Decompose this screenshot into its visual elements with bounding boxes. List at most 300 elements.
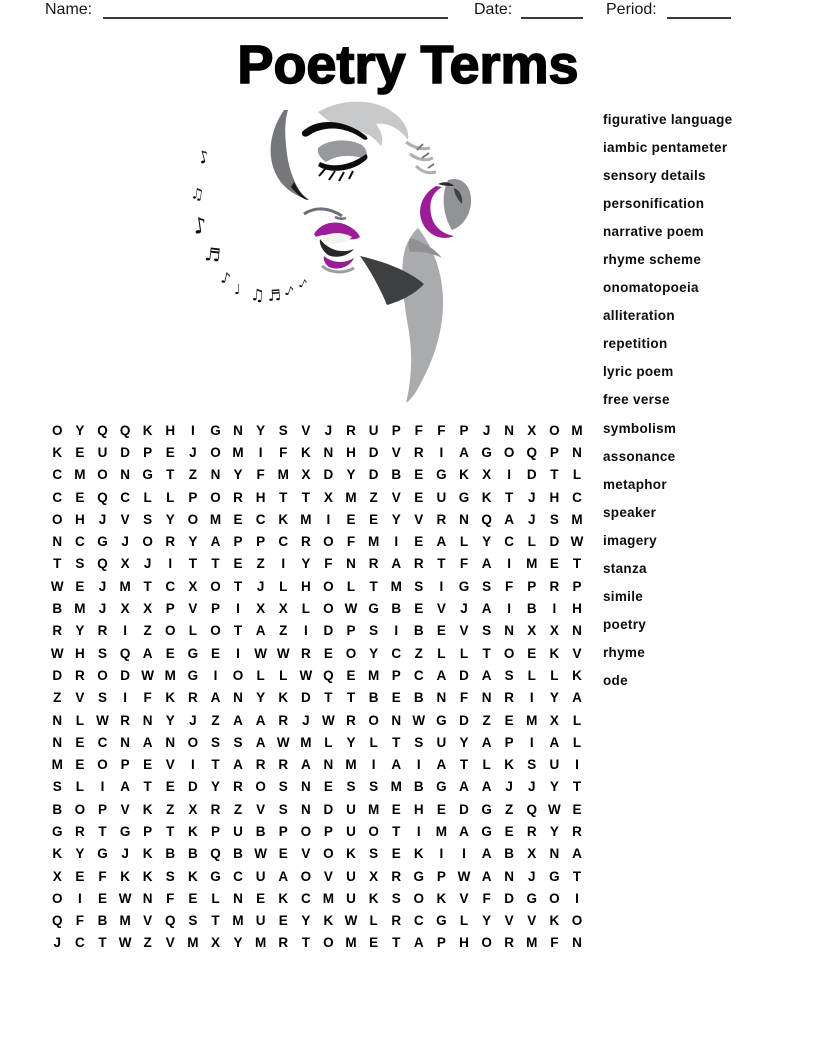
grid-letter: A [233, 712, 243, 728]
grid-letter: K [436, 890, 447, 906]
grid-letter: I [190, 422, 195, 438]
grid-letter: S [391, 890, 401, 906]
grid-letter: O [165, 623, 176, 639]
music-note-icon: ♩ [234, 282, 241, 298]
grid-letter: K [278, 690, 289, 706]
date-label: Date: [474, 1, 513, 18]
grid-letter: D [459, 801, 469, 817]
grid-letter: N [572, 935, 582, 951]
grid-letter: U [255, 913, 266, 929]
grid-letter: V [75, 690, 85, 706]
grid-letter: P [278, 823, 288, 839]
word-list-item: stanza [603, 561, 647, 577]
grid-letter: A [142, 734, 153, 750]
grid-letter: U [346, 801, 356, 817]
grid-letter: H [413, 801, 424, 817]
grid-letter: L [75, 779, 85, 795]
grid-letter: J [528, 489, 536, 505]
grid-letter: K [142, 801, 153, 817]
word-list-item: poetry [603, 617, 647, 633]
grid-letter: G [549, 868, 560, 884]
grid-letter: H [549, 489, 560, 505]
grid-letter: A [210, 690, 221, 706]
music-note-icon: ♪ [296, 275, 310, 292]
grid-letter: P [165, 601, 175, 617]
grid-letter: E [278, 913, 288, 929]
grid-letter: E [549, 556, 559, 572]
grid-letter: C [278, 534, 289, 550]
grid-letter: D [368, 444, 379, 460]
grid-letter: U [549, 757, 560, 773]
grid-letter: N [436, 690, 447, 706]
grid-letter: L [211, 890, 220, 906]
grid-letter: A [481, 734, 492, 750]
grid-letter: Z [188, 467, 197, 483]
word-list-item: narrative poem [603, 223, 704, 239]
grid-letter: K [278, 511, 289, 527]
grid-letter: Z [233, 801, 243, 817]
grid-letter: F [459, 690, 469, 706]
grid-letter: J [121, 534, 129, 550]
music-note-icon: ♪ [196, 146, 212, 169]
grid-letter: E [75, 578, 85, 594]
grid-letter: Y [301, 556, 311, 572]
music-note-icon: ♬ [203, 244, 222, 267]
grid-letter: S [482, 578, 492, 594]
grid-letter: R [52, 623, 63, 639]
grid-letter: I [326, 511, 331, 527]
grid-letter: I [258, 444, 263, 460]
word-list-item: speaker [603, 504, 657, 520]
grid-letter: S [52, 779, 62, 795]
grid-letter: I [439, 846, 444, 862]
grid-letter: P [436, 868, 446, 884]
grid-letter: C [572, 489, 582, 505]
grid-letter: W [141, 667, 155, 683]
grid-letter: F [346, 534, 356, 550]
grid-letter: E [391, 846, 401, 862]
nostril-line [335, 217, 346, 219]
grid-letter: F [324, 556, 333, 572]
grid-letter: D [323, 623, 334, 639]
grid-letter: A [481, 667, 492, 683]
grid-letter: M [232, 913, 244, 929]
grid-letter: T [233, 623, 243, 639]
grid-letter: L [143, 489, 152, 505]
grid-letter: D [504, 890, 515, 906]
grid-letter: T [211, 757, 220, 773]
grid-letter: N [210, 467, 221, 483]
grid-letter: D [120, 667, 130, 683]
grid-letter: X [323, 489, 333, 505]
grid-letter: M [164, 667, 176, 683]
grid-letter: G [97, 846, 108, 862]
grid-letter: N [300, 779, 311, 795]
grid-letter: L [437, 645, 446, 661]
grid-letter: L [279, 667, 288, 683]
grid-letter: O [210, 623, 221, 639]
grid-letter: G [436, 913, 447, 929]
grid-letter: N [459, 511, 469, 527]
word-list-item: imagery [603, 532, 657, 548]
grid-letter: O [187, 511, 199, 527]
grid-letter: X [527, 846, 537, 862]
grid-letter: O [549, 422, 560, 438]
grid-letter: I [529, 690, 534, 706]
word-list-item: free verse [603, 392, 670, 408]
grid-letter: P [256, 534, 266, 550]
grid-letter: K [52, 846, 63, 862]
grid-letter: A [391, 757, 402, 773]
grid-letter: N [504, 623, 515, 639]
grid-letter: G [119, 823, 131, 839]
grid-letter: E [414, 534, 424, 550]
grid-letter: G [413, 868, 425, 884]
grid-letter: R [413, 556, 424, 572]
grid-letter: A [481, 601, 492, 617]
music-note-icon: ♪ [191, 213, 209, 240]
grid-letter: T [98, 935, 107, 951]
grid-letter: J [98, 578, 107, 594]
grid-letter: Z [482, 712, 491, 728]
grid-letter: K [549, 645, 560, 661]
grid-letter: E [233, 556, 243, 572]
grid-letter: C [165, 578, 176, 594]
grid-letter: A [142, 645, 153, 661]
grid-letter: N [120, 467, 130, 483]
grid-letter: V [391, 489, 401, 505]
grid-letter: K [300, 444, 311, 460]
grid-letter: W [254, 645, 268, 661]
grid-letter: E [323, 645, 333, 661]
grid-letter: K [413, 846, 424, 862]
grid-letter: P [527, 578, 537, 594]
grid-letter: D [459, 667, 469, 683]
grid-letter: M [367, 667, 380, 683]
grid-letter: Y [391, 511, 401, 527]
grid-letter: U [346, 868, 356, 884]
grid-letter: A [481, 846, 492, 862]
grid-letter: R [300, 645, 311, 661]
grid-letter: R [368, 556, 379, 572]
ear-shape [444, 179, 471, 230]
grid-letter: G [436, 779, 447, 795]
grid-letter: H [346, 444, 356, 460]
grid-letter: N [572, 623, 582, 639]
grid-letter: E [504, 823, 514, 839]
grid-letter: N [52, 734, 63, 750]
grid-letter: T [324, 690, 333, 706]
grid-letter: R [526, 823, 537, 839]
grid-letter: L [459, 534, 469, 550]
word-list-item: personification [603, 195, 705, 211]
hair-lock-shape [271, 110, 304, 198]
grid-letter: I [281, 556, 286, 572]
grid-letter: I [416, 823, 421, 839]
grid-letter: V [414, 511, 424, 527]
grid-letter: M [526, 556, 538, 572]
grid-letter: S [369, 779, 379, 795]
grid-letter: F [256, 467, 265, 483]
grid-letter: E [414, 489, 424, 505]
grid-letter: S [278, 801, 288, 817]
grid-letter: H [300, 578, 311, 594]
grid-letter: T [279, 489, 288, 505]
grid-letter: J [528, 779, 536, 795]
grid-letter: W [570, 534, 584, 550]
grid-letter: M [571, 422, 583, 438]
grid-letter: O [503, 645, 515, 661]
grid-letter: A [572, 846, 582, 862]
grid-letter: Z [505, 801, 514, 817]
grid-letter: B [52, 601, 63, 617]
grid-letter: A [549, 734, 560, 750]
grid-letter: Y [482, 534, 492, 550]
grid-letter: R [278, 757, 289, 773]
grid-letter: M [435, 823, 448, 839]
grid-letter: B [413, 779, 424, 795]
grid-letter: T [369, 578, 378, 594]
grid-letter: Z [53, 690, 62, 706]
grid-letter: S [165, 868, 175, 884]
grid-letter: L [369, 913, 378, 929]
grid-letter: T [392, 734, 401, 750]
grid-letter: C [233, 868, 243, 884]
grid-letter: K [346, 846, 356, 862]
grid-letter: P [391, 422, 401, 438]
grid-letter: R [233, 779, 243, 795]
grid-letter: L [482, 757, 491, 773]
grid-letter: F [550, 935, 559, 951]
grid-letter: P [549, 444, 559, 460]
grid-letter: W [118, 890, 132, 906]
grid-letter: W [322, 712, 335, 728]
grid-letter: O [323, 601, 334, 617]
grid-letter: X [527, 623, 537, 639]
grid-letter: H [459, 935, 469, 951]
grid-letter: M [300, 734, 312, 750]
grid-letter: K [481, 489, 492, 505]
name-blank-line [103, 0, 448, 19]
grid-letter: O [97, 757, 108, 773]
grid-letter: R [233, 489, 243, 505]
grid-letter: A [413, 935, 424, 951]
grid-letter: Z [166, 801, 175, 817]
grid-letter: O [210, 444, 221, 460]
grid-letter: V [301, 422, 311, 438]
grid-letter: O [323, 578, 334, 594]
grid-letter: A [255, 734, 266, 750]
grid-letter: I [371, 757, 376, 773]
grid-letter: R [346, 422, 356, 438]
grid-letter: T [211, 556, 220, 572]
grid-letter: V [256, 801, 266, 817]
period-label: Period: [606, 1, 657, 18]
grid-letter: R [278, 935, 289, 951]
grid-letter: S [482, 623, 492, 639]
word-list-item: iambic pentameter [603, 139, 728, 155]
grid-letter: D [549, 534, 560, 550]
grid-letter: Y [549, 779, 559, 795]
music-notes [189, 147, 309, 305]
grid-letter: L [166, 489, 175, 505]
grid-letter: T [505, 489, 514, 505]
grid-letter: W [299, 667, 313, 683]
grid-letter: Y [346, 734, 356, 750]
grid-letter: T [53, 556, 62, 572]
grid-letter: Q [119, 645, 131, 661]
grid-letter: N [120, 734, 130, 750]
grid-letter: C [75, 935, 85, 951]
grid-letter: G [481, 801, 492, 817]
grid-letter: F [166, 890, 175, 906]
grid-letter: M [526, 712, 538, 728]
grid-letter: Y [233, 935, 243, 951]
grid-letter: Y [165, 511, 175, 527]
grid-letter: R [75, 667, 85, 683]
grid-letter: I [462, 846, 466, 862]
grid-letter: A [233, 757, 243, 773]
grid-letter: A [459, 823, 469, 839]
grid-letter: V [143, 913, 153, 929]
word-list-item: figurative language [603, 111, 733, 127]
grid-letter: W [50, 645, 64, 661]
grid-letter: K [52, 444, 63, 460]
grid-letter: O [210, 489, 221, 505]
grid-letter: D [300, 690, 311, 706]
grid-letter: R [278, 712, 289, 728]
grid-letter: U [233, 823, 243, 839]
grid-letter: L [459, 645, 469, 661]
grid-letter: L [527, 534, 536, 550]
grid-letter: X [120, 601, 130, 617]
grid-letter: B [368, 690, 379, 706]
grid-letter: T [572, 868, 582, 884]
grid-letter: X [549, 623, 559, 639]
grid-letter: I [394, 623, 399, 639]
grid-letter: W [344, 913, 358, 929]
grid-letter: I [123, 623, 127, 639]
grid-letter: S [97, 690, 107, 706]
grid-letter: Y [549, 823, 559, 839]
grid-letter: R [504, 690, 515, 706]
grid-letter: I [236, 645, 240, 661]
grid-letter: Y [346, 467, 356, 483]
grid-letter: M [367, 534, 380, 550]
grid-letter: S [210, 734, 220, 750]
grid-letter: I [507, 467, 512, 483]
grid-letter: O [481, 935, 492, 951]
grid-letter: A [210, 534, 221, 550]
grid-letter: C [52, 467, 63, 483]
grid-letter: M [526, 935, 538, 951]
grid-letter: E [414, 601, 424, 617]
grid-letter: B [526, 601, 537, 617]
grid-letter: F [437, 422, 446, 438]
grid-letter: E [165, 444, 175, 460]
grid-letter: B [165, 846, 176, 862]
grid-letter: A [459, 779, 469, 795]
lower-lip-shape [324, 256, 354, 269]
grid-letter: C [75, 534, 85, 550]
grid-letter: O [323, 846, 334, 862]
grid-letter: O [187, 734, 199, 750]
grid-letter: C [120, 489, 130, 505]
grid-letter: V [459, 890, 469, 906]
grid-letter: M [390, 779, 402, 795]
grid-letter: O [142, 534, 153, 550]
grid-letter: V [391, 444, 401, 460]
grid-letter: P [346, 623, 356, 639]
grid-letter: Y [75, 846, 85, 862]
grid-letter: P [459, 422, 469, 438]
grid-letter: J [53, 935, 62, 951]
grid-letter: G [526, 890, 538, 906]
grid-letter: K [572, 667, 582, 683]
grid-letter: U [255, 868, 266, 884]
grid-letter: D [323, 467, 334, 483]
grid-letter: N [142, 712, 153, 728]
grid-letter: T [166, 467, 175, 483]
grid-letter: Q [481, 511, 492, 527]
grid-letter: Z [279, 623, 288, 639]
grid-letter: W [344, 601, 358, 617]
grid-letter: E [188, 890, 198, 906]
grid-letter: L [301, 601, 310, 617]
grid-letter: B [187, 846, 198, 862]
grid-letter: I [507, 601, 512, 617]
grid-letter: S [369, 846, 379, 862]
grid-letter: E [143, 757, 153, 773]
grid-letter: M [119, 913, 131, 929]
grid-letter: N [572, 444, 582, 460]
grid-letter: R [120, 712, 130, 728]
grid-letter: V [459, 623, 469, 639]
grid-letter: B [391, 601, 402, 617]
grid-letter: T [143, 578, 152, 594]
page-title: Poetry Terms [237, 35, 579, 95]
grid-letter: K [368, 890, 379, 906]
grid-letter: U [368, 422, 379, 438]
grid-letter: I [190, 757, 195, 773]
grid-letter: L [369, 734, 378, 750]
grid-letter: V [323, 868, 333, 884]
grid-letter: O [232, 667, 244, 683]
grid-letter: O [571, 913, 583, 929]
grid-letter: D [323, 801, 334, 817]
grid-letter: R [504, 935, 515, 951]
grid-letter: O [52, 511, 63, 527]
grid-letter: E [391, 801, 401, 817]
grid-letter: N [481, 690, 492, 706]
grid-letter: E [165, 779, 175, 795]
grid-letter: Y [482, 913, 492, 929]
grid-letter: T [459, 757, 469, 773]
grid-letter: O [549, 890, 560, 906]
grid-letter: A [391, 556, 402, 572]
grid-letter: H [75, 645, 85, 661]
grid-letter: G [52, 823, 63, 839]
grid-letter: Y [210, 779, 220, 795]
grid-letter: G [458, 489, 470, 505]
grid-letter: T [188, 556, 197, 572]
grid-letter: E [369, 935, 379, 951]
grid-letter: K [142, 846, 153, 862]
grid-letter: N [142, 890, 153, 906]
grid-letter: M [51, 757, 63, 773]
grid-letter: W [276, 645, 290, 661]
grid-letter: R [210, 801, 221, 817]
